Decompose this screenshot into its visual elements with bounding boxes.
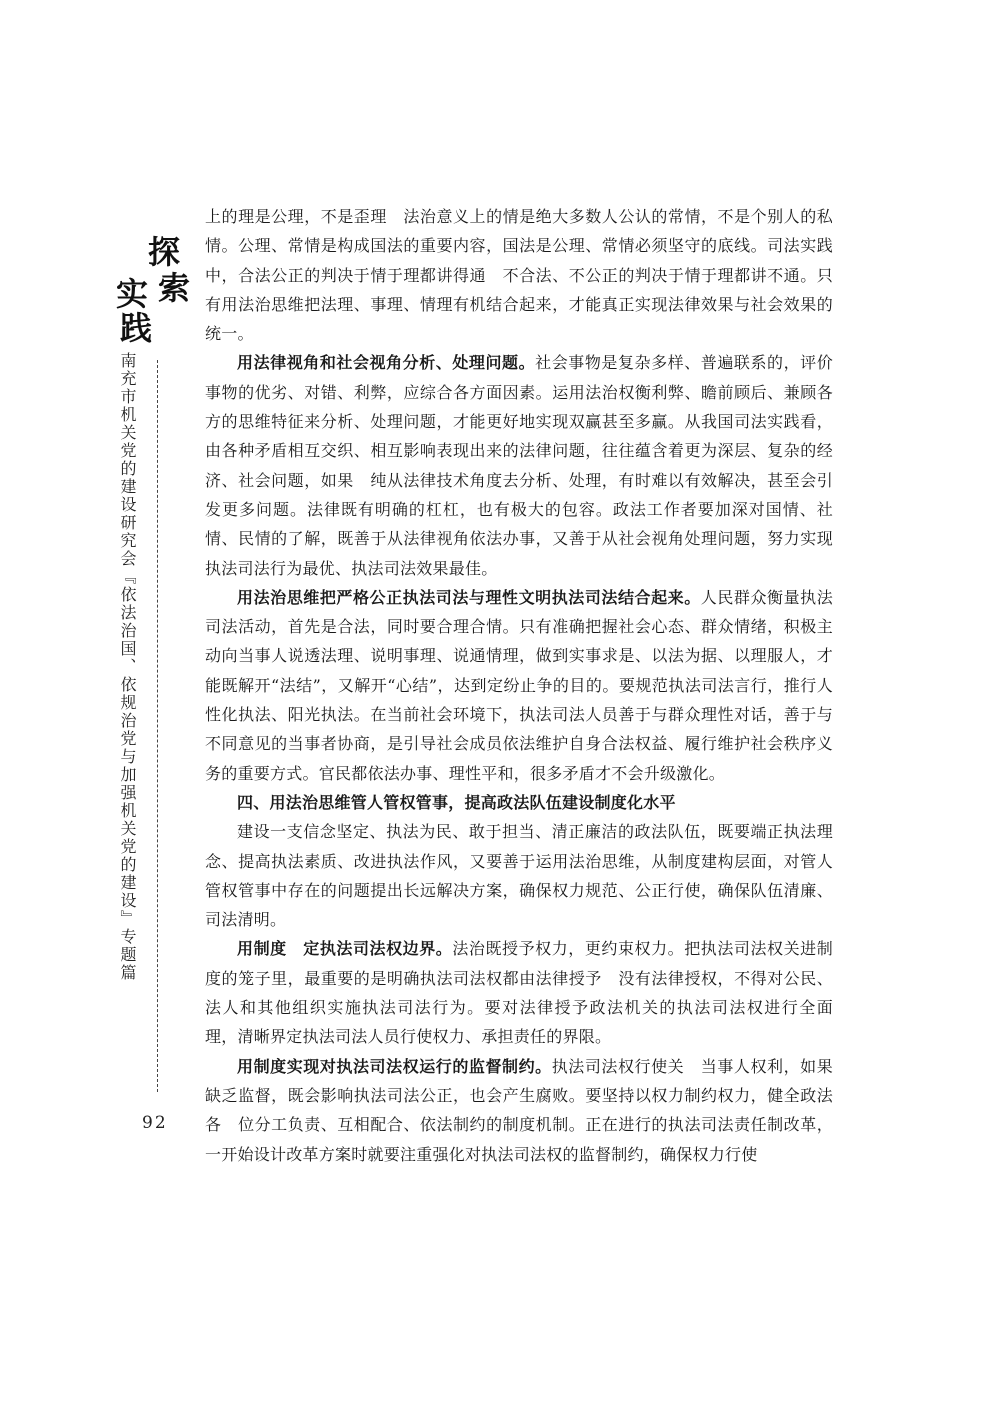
column-logo-char-2: 索 (158, 269, 191, 307)
paragraph-text: 社会事物是复杂多样、普遍联系的，评价事物的优劣、对错、利弊，应综合各方面因素。运用法治权衡利弊、瞻前顾后、兼顾各方的思维特征来分析、处理问题，才能更好地实现双赢甚至多赢。从我国司法实践看，由各种矛盾相互交织、相互影响表现出来的法律问题，往往蕴含着更为深层、复杂的经济、社会问题，如果 纯从法律技术角度去分析、处理，有时难以有效解决，甚至会引发更多问题。法律既有明确的杠杠，也有极大的包容。政法工作者要加深对国情、社情、民情的了解，既善于从法律视角依法办事，又善于从社会视角处理问题，努力实现执法司法行为最优、执法司法效果最佳。 (205, 353, 833, 578)
margin-divider (157, 360, 158, 1092)
paragraph (205, 1052, 833, 1169)
paragraph-lead: 用法治思维把严格公正执法司法与理性文明执法司法结合起来。 (237, 587, 701, 607)
paragraph-text: 执法司法权行使关 当事人权利，如果缺乏监督，既会影响执法司法公正，也会产生腐败。要坚持以权力制约权力，健全政法各 位分工负责、互相配合、依法制约的制度机制。正在进行的执法司法责任制改革，一开始设计改革方案时就要注重强化对执法司法权的监督制约，确保权力行使 (205, 1056, 833, 1164)
paragraph-lead: 用制度 定执法司法权边界。 (237, 939, 453, 959)
section-heading: 四、用法治思维管人管权管事，提高政法队伍建设制度化水平 (237, 792, 676, 812)
paragraph-continued: 上的理是公理，不是歪理 法治意义上的情是绝大多数人公认的常情，不是个别人的私情。公理、常情是构成国法的重要内容，国法是公理、常情必须坚守的底线。司法实践中，合法公正的判决于情于理都讲得通 不合法、不公正的判决于情于理都讲不通。只有用法治思维把法理、事理、情理有机结合起来，才能真正实现法律效果与社会效果的统一。 (205, 207, 833, 344)
body-text (205, 202, 850, 1169)
paragraph (205, 348, 833, 582)
paragraph-lead: 用制度实现对执法司法权运行的监督制约。 (237, 1056, 552, 1076)
paragraph (205, 934, 850, 1051)
paragraph-text: 法治既授予权力，更约束权力。把执法司法权关进制度的笼子里，最重要的是明确执法司法权都由法律授予 没有法律授权，不得对公民、法人和其他组织实施执法司法行为。要对法律授予政法机关的执法司法权进行全面 理，清晰界定执法司法人员行使权力、承担责任的界限。 (205, 939, 850, 1047)
paragraph: 建设一支信念坚定、执法为民、敢于担当、清正廉洁的政法队伍，既要端正执法理念、提高执法素质、改进执法作风，又要善于运用法治思维，从制度建构层面，对管人管权管事中存在的问题提出长远解决方案，确保权力规范、公正行使，确保队伍清廉、司法清明。 (205, 822, 833, 930)
paragraph-lead: 用法律视角和社会视角分析、处理问题。 (237, 353, 536, 373)
page-number: 92 (142, 1113, 168, 1133)
paragraph (205, 583, 833, 788)
column-vertical-title: 南充市机关党的建设研究会『依法治国、依规治党与加强机关党的建设』专题篇 (118, 352, 137, 982)
column-logo-char-3: 实 (116, 275, 149, 313)
column-logo-char-4: 践 (120, 309, 153, 347)
paragraph-text: 人民群众衡量执法司法活动，首先是合法，同时要合理合情。只有准确把握社会心态、群众情绪，积极主动向当事人说透法理、说明事理、说通情理，做到实事求是、以法为据、以理服人，才能既解开“法结”，又解开“心结”，达到定纷止争的目的。要规范执法司法言行，推行人性化执法、阳光执法。在当前社会环境下，执法司法人员善于与群众理性对话，善于与不同意见的当事者协商，是引导社会成员依法维护自身合法权益、履行维护社会秩序义务的重要方式。官民都依法办事、理性平和，很多矛盾才不会升级激化。 (205, 587, 833, 783)
column-logo-char-1: 探 (148, 233, 181, 271)
